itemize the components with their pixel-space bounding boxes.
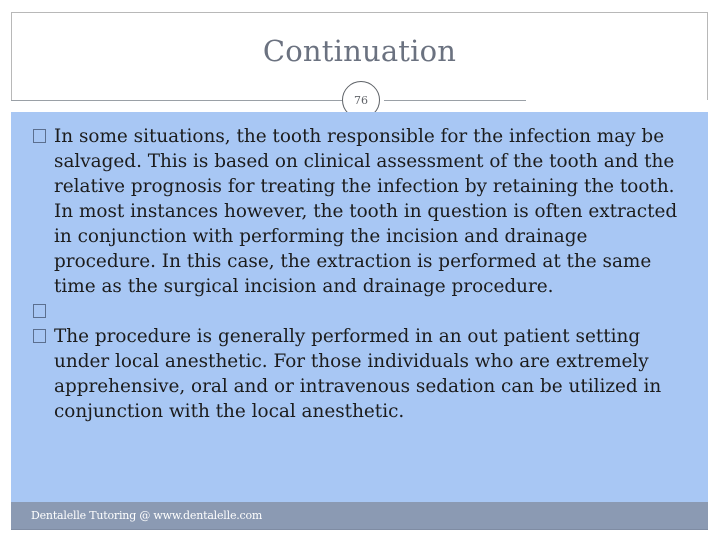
checkbox-bullet-icon — [33, 129, 46, 143]
page-number: 76 — [354, 93, 368, 107]
slide-title: Continuation — [262, 34, 457, 68]
footer-text: Dentalelle Tutoring @ www.dentalelle.com — [31, 509, 263, 522]
bullet-list — [33, 124, 693, 424]
bullet-text: In some situations, the tooth responsible for the infection may be salvaged. This is based on clinical assessment of the tooth and the relative prognosis for treating the infection by retaining the tooth. In most instances however, the tooth in question is often extracted in conjunction with performing the incision and drainage procedure. In this case, the extraction is performed at the same time as the surgical incision and drainage procedure. — [54, 126, 678, 297]
title-divider-right — [384, 100, 526, 101]
bullet-item-empty — [33, 299, 693, 324]
footer-divider — [11, 529, 708, 530]
bullet-item — [33, 124, 693, 299]
bullet-item — [33, 324, 693, 424]
checkbox-bullet-icon — [33, 304, 46, 318]
bullet-text: The procedure is generally performed in an out patient setting under local anesthetic. For those individuals who are extremely apprehensive, oral and or intravenous sedation can be utilized in conjunction with the local anesthetic. — [54, 326, 662, 422]
title-divider-left — [11, 100, 342, 101]
checkbox-bullet-icon — [33, 329, 46, 343]
